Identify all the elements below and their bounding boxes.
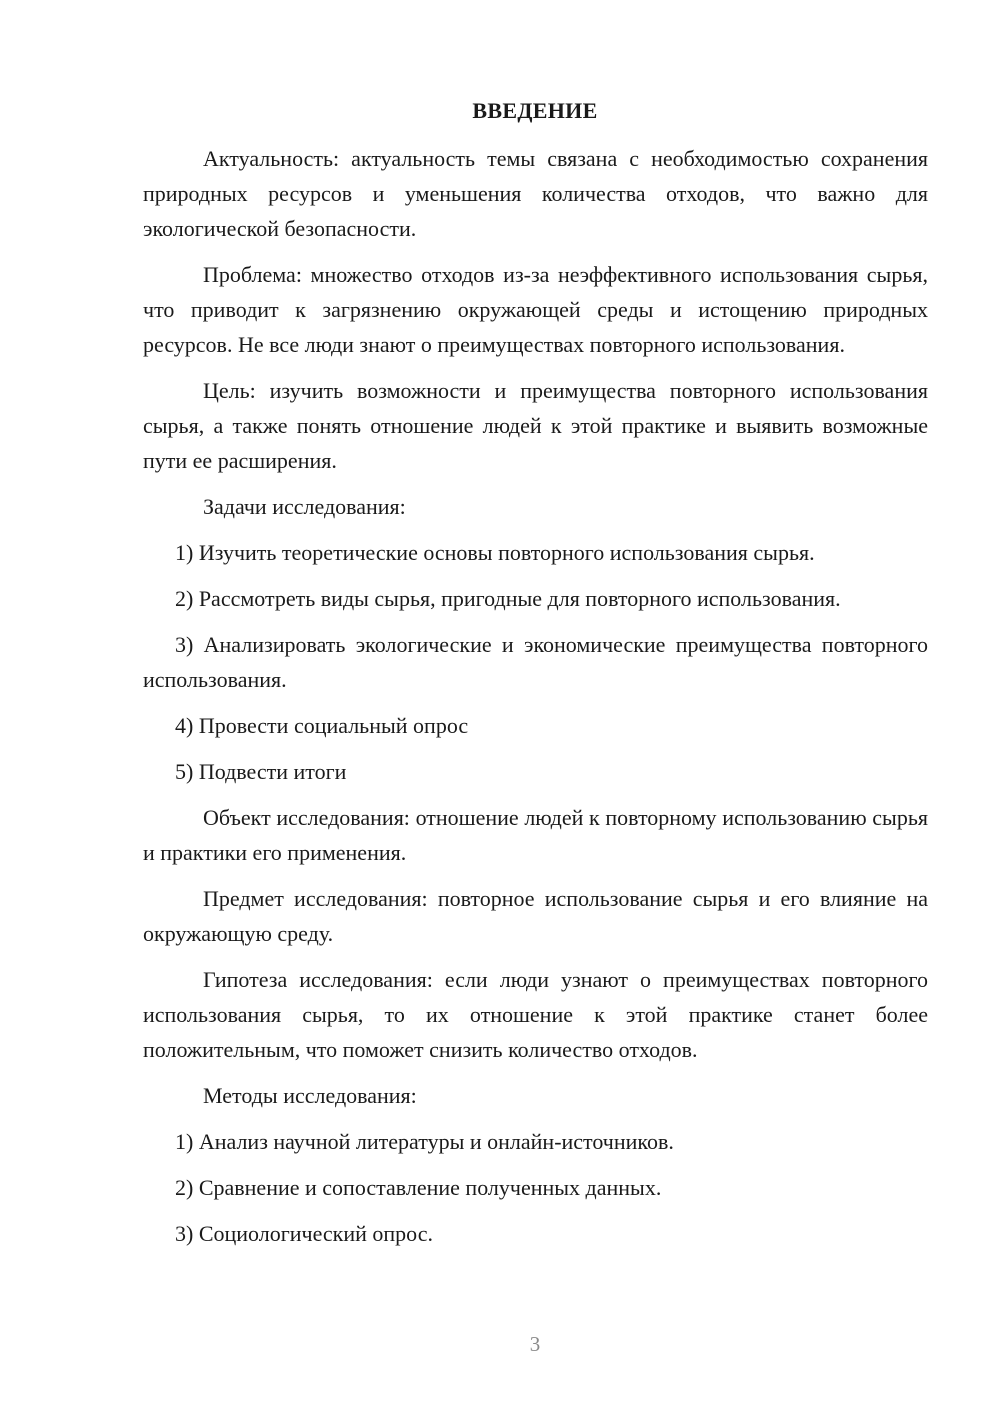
- task-item-4: 4) Провести социальный опрос: [175, 713, 469, 738]
- body-text: [143, 141, 928, 1251]
- section-title: ВВЕДЕНИЕ: [472, 98, 598, 123]
- paragraph-problem: Проблема: множество отходов из-за неэффективного использования сырья, что приводит к загрязнению окружающей среды и истощению природных ресурсов. Не все люди знают о преимуществах повторного использования.: [143, 262, 928, 357]
- paragraph-object: Объект исследования: отношение людей к повторному использованию сырья и практики его применения.: [143, 805, 928, 865]
- paragraph-methods-heading: Методы исследования:: [203, 1083, 417, 1108]
- method-item-1: 1) Анализ научной литературы и онлайн-источников.: [175, 1129, 674, 1154]
- method-item-2: 2) Сравнение и сопоставление полученных данных.: [175, 1175, 662, 1200]
- task-item-5: 5) Подвести итоги: [175, 759, 347, 784]
- paragraph-subject: Предмет исследования: повторное использование сырья и его влияние на окружающую среду.: [143, 886, 928, 946]
- paragraph-hypothesis: Гипотеза исследования: если люди узнают о преимуществах повторного использования сырья, то их отношение к этой практике станет более положительным, что поможет снизить количество отходов.: [143, 967, 928, 1062]
- paragraph-relevance: Актуальность: актуальность темы связана с необходимостью сохранения природных ресурсов и уменьшения количества отходов, что важно для экологической безопасности.: [143, 146, 928, 241]
- paragraph-tasks-heading: Задачи исследования:: [203, 494, 406, 519]
- page-number: 3: [529, 1332, 541, 1356]
- task-item-3: 3) Анализировать экологические и экономические преимущества повторного использования.: [143, 632, 928, 692]
- task-item-2: 2) Рассмотреть виды сырья, пригодные для повторного использования.: [175, 586, 841, 611]
- method-item-3: 3) Социологический опрос.: [175, 1221, 433, 1246]
- task-item-1: 1) Изучить теоретические основы повторного использования сырья.: [175, 540, 815, 565]
- paragraph-goal: Цель: изучить возможности и преимущества повторного использования сырья, а также понять отношение людей к этой практике и выявить возможные пути ее расширения.: [143, 378, 928, 473]
